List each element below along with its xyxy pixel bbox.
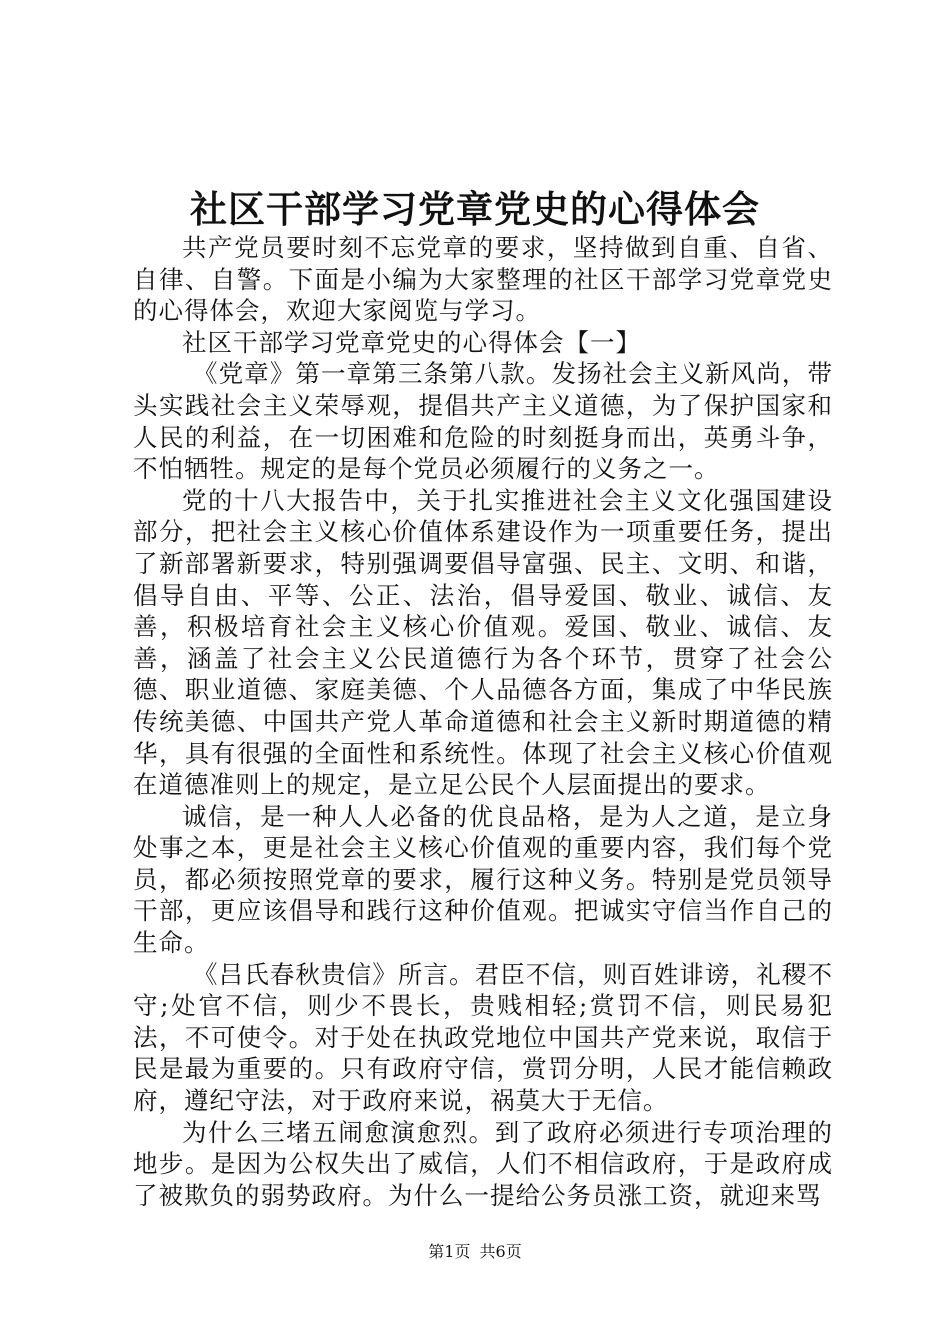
body-paragraph: 诚信，是一种人人必备的优良品格，是为人之道，是立身处事之本，更是社会主义核心价值观的重要内容，我们每个党员，都必须按照党章的要求，履行这种义务。特别是党员领导干部，更应该倡导和践行这种价值观。把诚实守信当作自己的生命。 [133,801,833,958]
document-title: 社区干部学习党章党史的心得体会 [190,187,760,231]
section-heading: 社区干部学习党章党史的心得体会【一】 [182,327,641,357]
page-total: 共6页 [479,1242,522,1261]
body-paragraph: 《党章》第一章第三条第八款。发扬社会主义新风尚，带头实践社会主义荣辱观，提倡共产主义道德，为了保护国家和人民的利益，在一切困难和危险的时刻挺身而出，英勇斗争，不怕牺牲。规定的是每个党员必须履行的义务之一。 [133,359,833,484]
body-paragraph: 《吕氏春秋贵信》所言。君臣不信，则百姓诽谤，礼稷不守;处官不信，则少不畏长，贵贱相轻;赏罚不信，则民易犯法，不可使令。对于处在执政党地位中国共产党来说，取信于民是最为重要的。只有政府守信，赏罚分明，人民才能信赖政府，遵纪守法，对于政府来说，祸莫大于无信。 [133,959,833,1116]
intro-paragraph: 共产党员要时刻不忘党章的要求，坚持做到自重、自省、自律、自警。下面是小编为大家整理的社区干部学习党章党史的心得体会，欢迎大家阅览与学习。 [133,233,833,326]
body-paragraph: 党的十八大报告中，关于扎实推进社会主义文化强国建设部分，把社会主义核心价值体系建设作为一项重要任务，提出了新部署新要求，特别强调要倡导富强、民主、文明、和谐，倡导自由、平等、公正、法治，倡导爱国、敬业、诚信、友善，积极培育社会主义核心价值观。爱国、敬业、诚信、友善，涵盖了社会主义公民道德行为各个环节，贯穿了社会公德、职业道德、家庭美德、个人品德各方面，集成了中华民族传统美德、中国共产党人革命道德和社会主义新时期道德的精华，具有很强的全面性和系统性。体现了社会主义核心价值观在道德准则上的规定，是立足公民个人层面提出的要求。 [133,485,833,800]
document-body [133,232,833,1211]
body-paragraph: 为什么三堵五闹愈演愈烈。到了政府必须进行专项治理的地步。是因为公权失出了威信，人们不相信政府，于是政府成了被欺负的弱势政府。为什么一提给公务员涨工资，就迎来骂 [133,1117,833,1210]
page-footer [0,1240,950,1264]
page-number: 第1页 [428,1242,471,1261]
